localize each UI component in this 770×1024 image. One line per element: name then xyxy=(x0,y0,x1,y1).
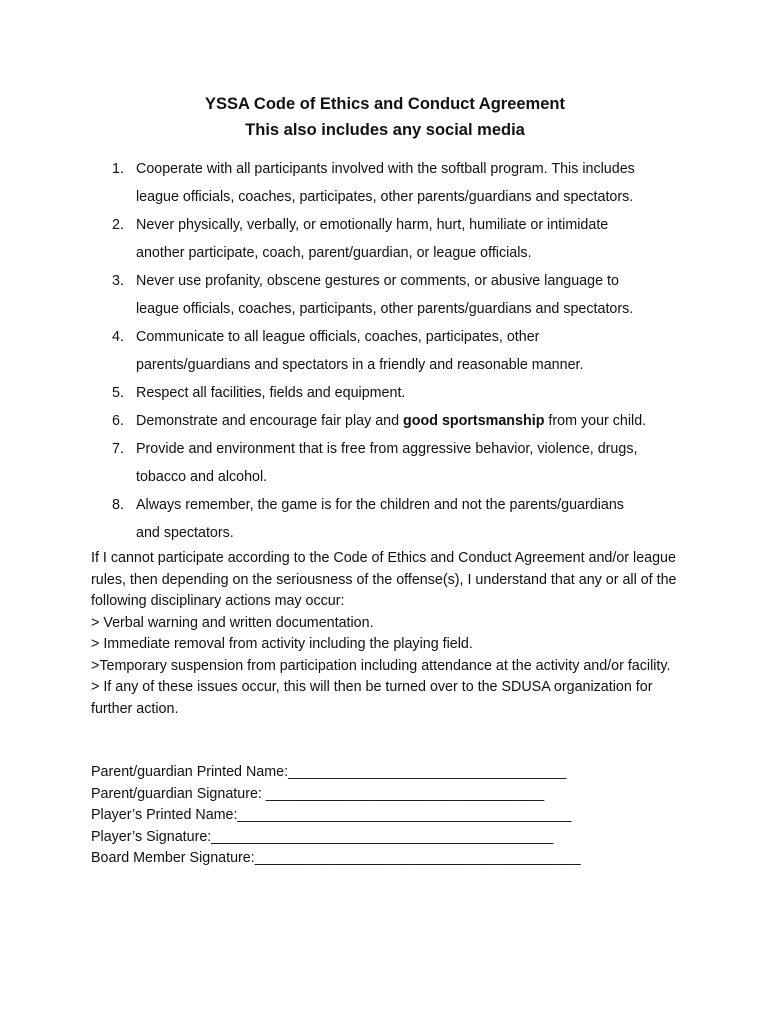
consequence-item: > Immediate removal from activity including the playing field. xyxy=(91,636,473,652)
rule-text-line: Always remember, the game is for the children and not the parents/guardians xyxy=(136,497,624,513)
rule-text-line: and spectators. xyxy=(136,525,234,541)
rule-text-line: league officials, coaches, participates, other parents/guardians and spectators. xyxy=(136,189,634,205)
signature-row-parent-name xyxy=(91,762,691,784)
rule-text-line: parents/guardians and spectators in a friendly and reasonable manner. xyxy=(136,357,584,373)
document-title: YSSA Code of Ethics and Conduct Agreement xyxy=(205,95,565,113)
rule-text-line: tobacco and alcohol. xyxy=(136,469,268,485)
rule-text-line: Communicate to all league officials, coaches, participates, other xyxy=(136,329,540,345)
signature-line[interactable]: __________________________________________ xyxy=(237,807,572,823)
rule-text-line: Respect all facilities, fields and equipment. xyxy=(136,385,406,401)
rule-item xyxy=(112,155,712,211)
consequences-section xyxy=(91,548,681,720)
signature-label: Player’s Signature: xyxy=(91,828,212,845)
signature-label: Parent/guardian Printed Name: xyxy=(91,764,289,780)
rule-item xyxy=(112,379,712,407)
signature-line[interactable]: ___________________________________ xyxy=(265,785,545,802)
rule-number: 4. xyxy=(112,329,124,345)
rule-text-line: league officials, coaches, participants, other parents/guardians and spectators. xyxy=(136,301,634,317)
signature-line[interactable]: ___________________________________________ xyxy=(211,828,554,845)
signature-row-board-member xyxy=(91,848,691,870)
rule-number: 7. xyxy=(112,441,124,457)
rule-number: 2. xyxy=(112,217,124,233)
rule-item xyxy=(112,211,712,267)
rule-text-line: Provide and environment that is free from aggressive behavior, violence, drugs, xyxy=(136,441,638,457)
consequences-intro: If I cannot participate according to the Code of Ethics and Conduct Agreement and/or league rules, then depending on the seriousness of the offense(s), I understand that any or all of the following disciplinary actions may occur: xyxy=(91,550,677,609)
signature-line[interactable]: _________________________________________ xyxy=(254,850,581,866)
rules-list xyxy=(112,155,712,547)
signature-label: Board Member Signature: xyxy=(91,850,255,866)
signature-label: Parent/guardian Signature: xyxy=(91,785,266,802)
rule-item xyxy=(112,435,712,491)
rule-text: Demonstrate and encourage fair play and xyxy=(136,413,404,429)
document-subtitle: This also includes any social media xyxy=(245,121,525,139)
rule-text-line xyxy=(136,407,712,435)
consequence-item: > If any of these issues occur, this will then be turned over to the SDUSA organization for further action. xyxy=(91,679,653,717)
rule-item xyxy=(112,267,712,323)
rule-item xyxy=(112,407,712,435)
signature-row-parent-signature xyxy=(91,784,691,806)
signature-row-player-signature xyxy=(91,827,691,849)
rule-item xyxy=(112,323,712,379)
rule-text-line: Never use profanity, obscene gestures or comments, or abusive language to xyxy=(136,273,619,289)
rule-number: 6. xyxy=(112,413,124,429)
signature-row-player-name xyxy=(91,805,691,827)
consequence-item: > Verbal warning and written documentation. xyxy=(91,614,374,631)
rule-text-line: Never physically, verbally, or emotionally harm, hurt, humiliate or intimidate xyxy=(136,217,609,233)
rule-text-line: another participate, coach, parent/guardian, or league officials. xyxy=(136,245,532,261)
signature-line[interactable]: ___________________________________ xyxy=(288,764,567,780)
consequence-item: >Temporary suspension from participation including attendance at the activity and/or facility. xyxy=(91,657,671,674)
rule-number: 8. xyxy=(112,497,124,513)
rule-number: 5. xyxy=(112,385,124,401)
rule-item xyxy=(112,491,712,547)
rule-number: 3. xyxy=(112,273,124,289)
rule-text-line: Cooperate with all participants involved with the softball program. This includes xyxy=(136,161,635,177)
signature-section xyxy=(91,762,691,870)
rule-text: from your child. xyxy=(544,413,647,429)
rule-number: 1. xyxy=(112,161,124,177)
signature-label: Player’s Printed Name: xyxy=(91,807,238,823)
rule-emphasis: good sportsmanship xyxy=(403,413,545,429)
